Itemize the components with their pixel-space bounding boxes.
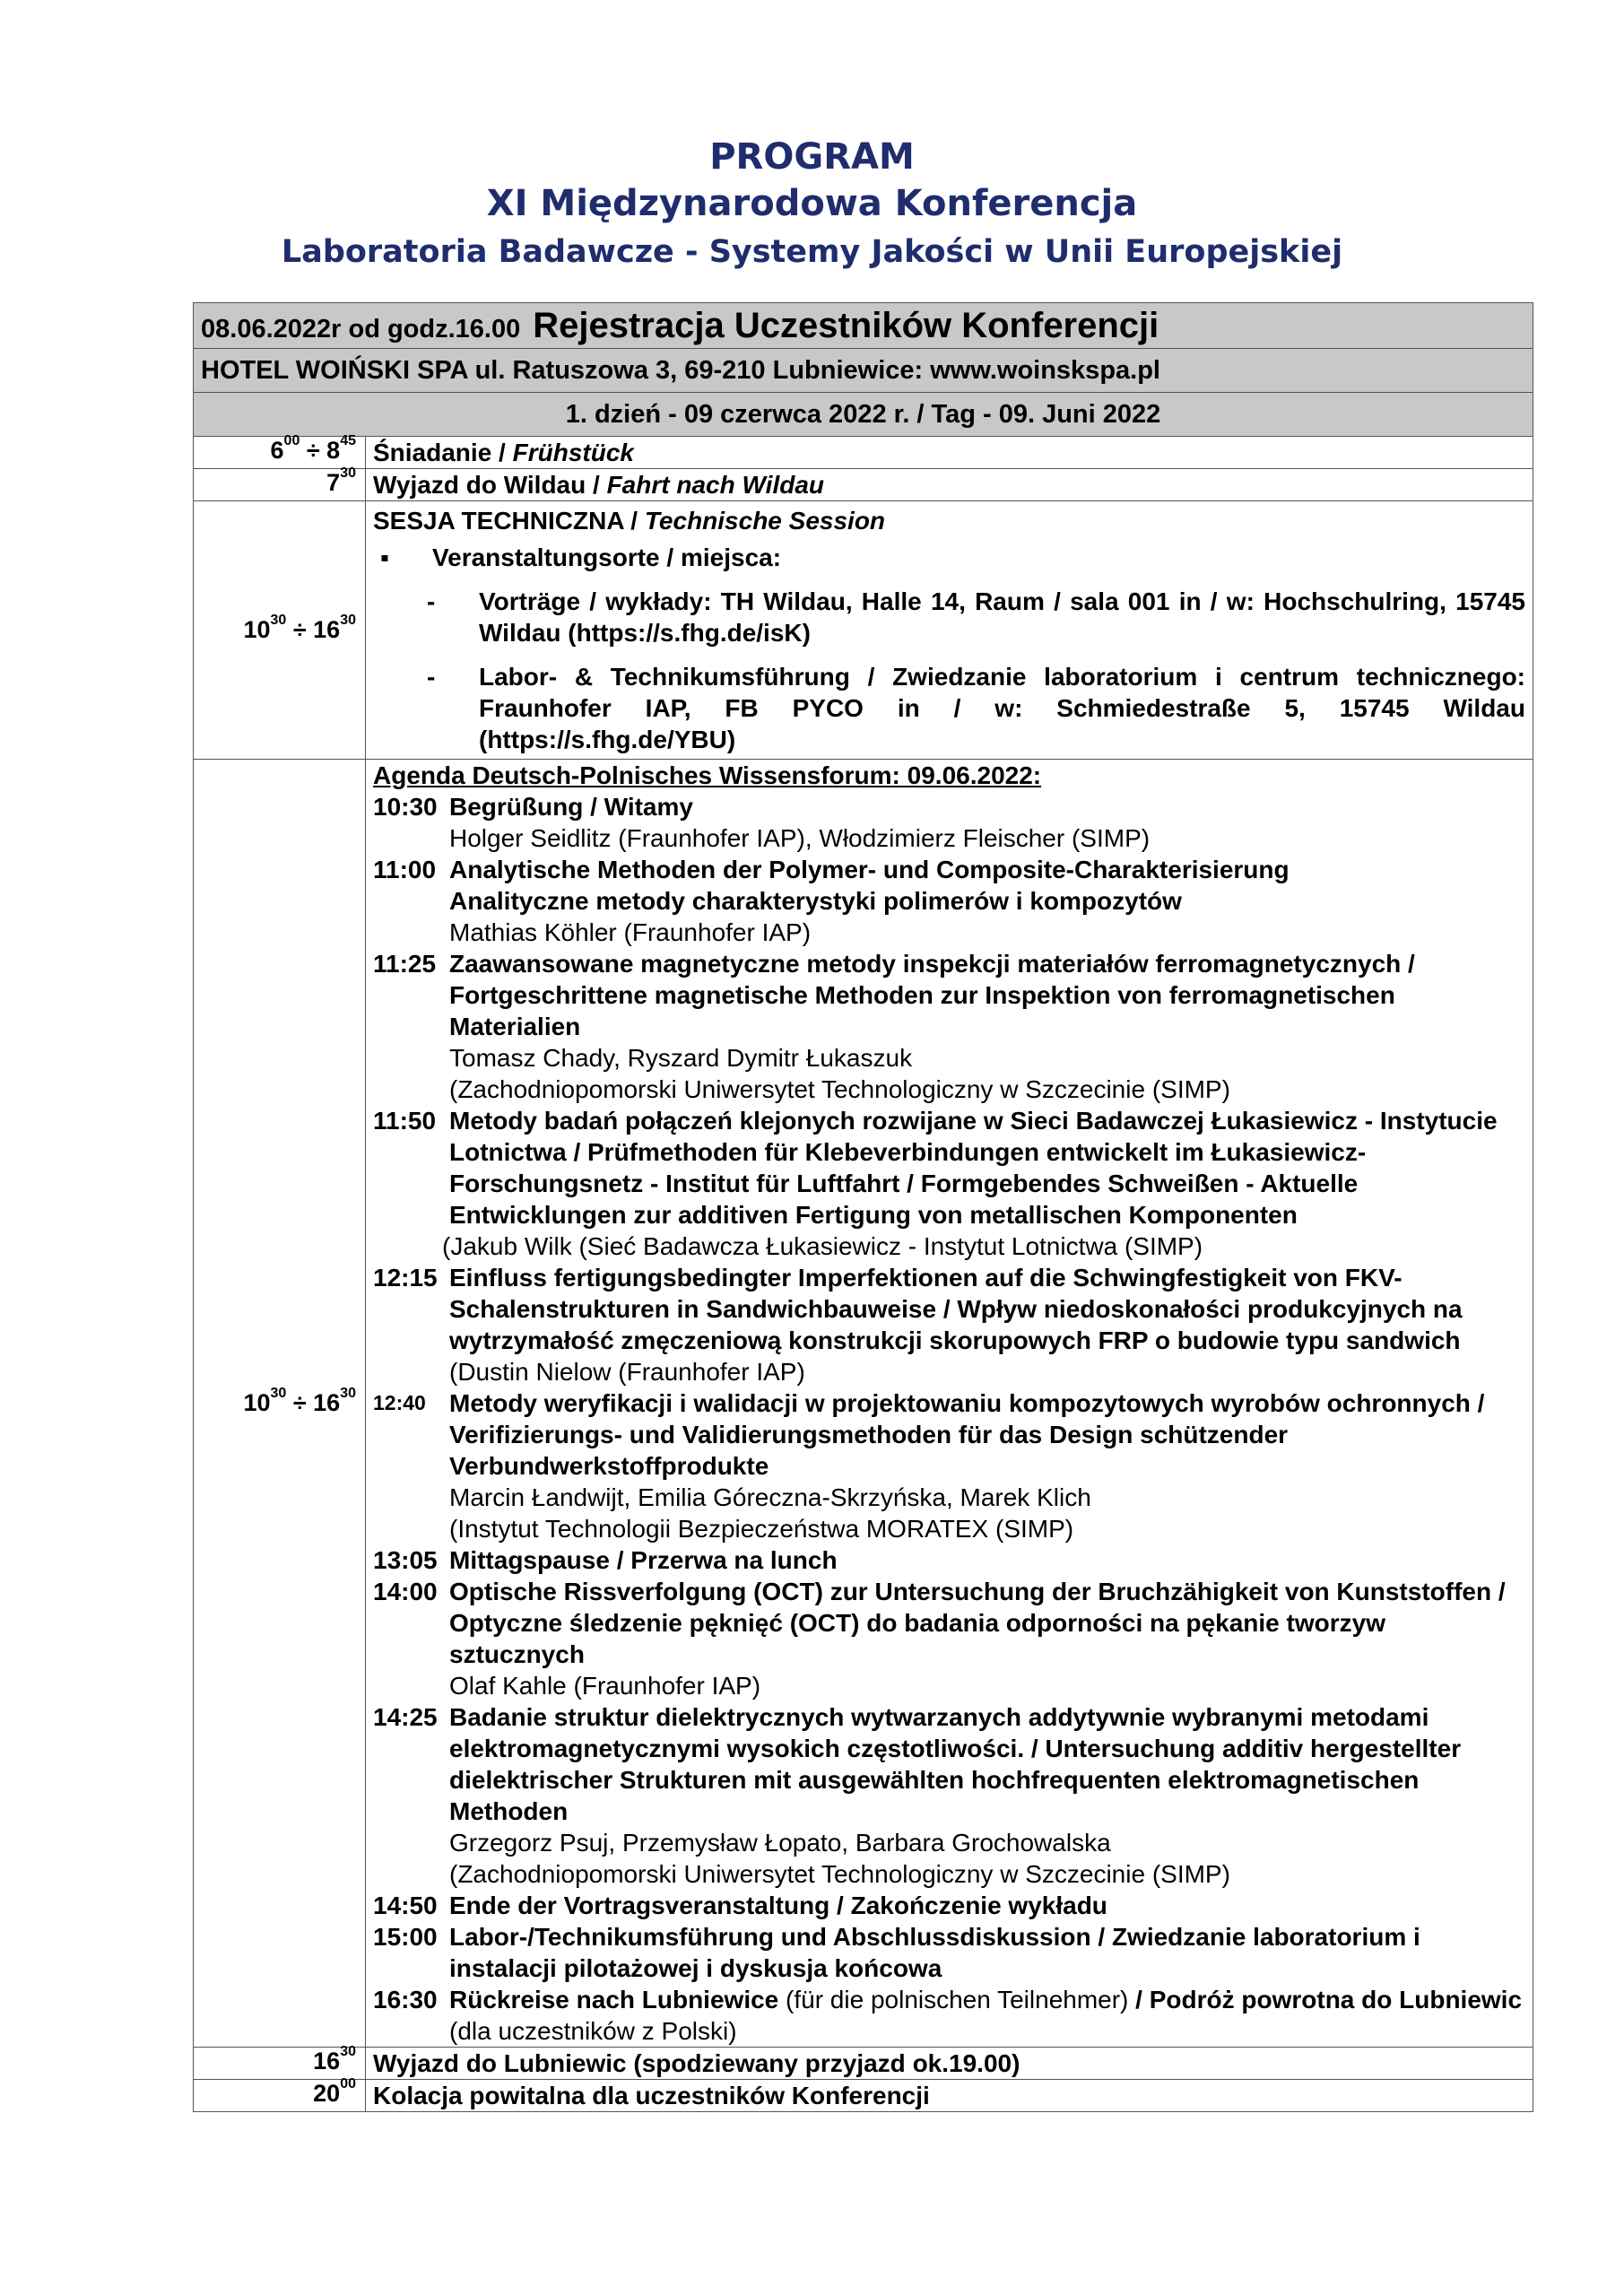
breakfast-desc: Śniadanie / Frühstück	[366, 437, 1533, 469]
return-row	[194, 2048, 1533, 2080]
session-row	[194, 501, 1533, 760]
venue-lab-tour: - Labor- & Technikumsführung / Zwiedzanie laboratorium i centrum technicznego: Fraunhofer IAP, FB PYCO in / w: Schmiedestraße 5, 15745 Wildau	[427, 663, 1525, 722]
day-row	[194, 393, 1533, 437]
program-table	[193, 302, 1533, 2112]
venue-bullet: ▪ Veranstaltungsorte / miejsca:	[380, 544, 782, 571]
registration-title: Rejestracja Uczestników Konferencji	[533, 305, 1159, 345]
agenda-row	[194, 760, 1533, 2048]
hotel-row	[194, 349, 1533, 393]
session-title: SESJA TECHNICZNA / Technische Session	[373, 507, 886, 535]
agenda-item-1150: 11:50 Metody badań połączeń klejonych rozwijane w Sieci Badawczej Łukasiewicz - Instytucie Lotnictwa / Prüfmethoden für Klebeverbindungen entwickelt im Łukasiewicz-Forschungsnetz - Institut für Luftfahrt / Formgebendes Schweißen - Aktuelle Entwicklungen zur additiven Fertigung von metallischen Komponenten (Jakub Wilk (Sieć Badawcza Łukasiewicz - Instytut Lotnictwa (SIMP)	[373, 1107, 1498, 1260]
return-time: $16^{30}$	[194, 2048, 366, 2080]
conference-title: XI Międzynarodowa Konferencja	[486, 183, 1138, 224]
venue-lab-link: (https://s.fhg.de/YBU)	[479, 726, 736, 753]
program-header	[0, 135, 1624, 276]
registration-row	[194, 303, 1533, 349]
agenda-item-1400: 14:00 Optische Rissverfolgung (OCT) zur Untersuchung der Bruchzähigkeit von Kunststoffen / Optyczne śledzenie pęknięć (OCT) do badania odporności na pękanie tworzyw sztucznych Olaf Kahle (Fraunhofer IAP)	[373, 1578, 1506, 1700]
departure-time: $7^{30}$	[194, 469, 366, 501]
agenda-item-1030: 10:30 Begrüßung / Witamy Holger Seidlitz (Fraunhofer IAP), Włodzimierz Fleischer (SIMP)	[373, 793, 1151, 852]
departure-row	[194, 469, 1533, 501]
venue-lectures: - Vorträge / wykłady: TH Wildau, Halle 14, Raum / sala 001 in / w: Hochschulring, 15745 Wildau (https://s.fhg.de/isK)	[427, 587, 1525, 647]
agenda-item-1215: 12:15 Einfluss fertigungsbedingter Imperfektionen auf die Schwingfestigkeit von FKV-Schalenstrukturen in Sandwichbauweise / Wpływ niedoskonałości produkcyjnych na wytrzymałość zmęczeniową konstrukcji skorupowych FRP o budowie typu sandwich (Dustin Nielow (Fraunhofer IAP)	[373, 1264, 1463, 1386]
program-title: PROGRAM	[709, 136, 915, 178]
registration-date: 08.06.2022r od godz.16.00	[201, 314, 521, 344]
agenda-item-1125: 11:25 Zaawansowane magnetyczne metody inspekcji materiałów ferromagnetycznych / Fortgeschrittene magnetische Methoden zur Inspektion von ferromagnetischen Materialien Tomasz Chady, Ryszard Dymitr Łukaszuk (Zachodniopomorski Uniwersytet Technologiczny w Szczecinie (SIMP)	[373, 950, 1415, 1103]
hotel-address: HOTEL WOIŃSKI SPA ul. Ratuszowa 3, 69-210 Lubniewice: www.woinskspa.pl	[194, 349, 1533, 393]
day-heading: 1. dzień - 09 czerwca 2022 r. / Tag - 09. Juni 2022	[194, 393, 1533, 437]
agenda-heading: Agenda Deutsch-Polnisches Wissensforum: 09.06.2022:	[373, 761, 1042, 789]
dinner-time: $20^{00}$	[194, 2080, 366, 2112]
session-time: $10^{30} \div 16^{30}$	[194, 501, 366, 760]
conference-subtitle: Laboratoria Badawcze - Systemy Jakości w Unii Europejskiej	[281, 234, 1343, 270]
agenda-item-1240: 12:40 Metody weryfikacji i walidacji w projektowaniu kompozytowych wyrobów ochronnych / Verifizierungs- und Validierungsmethoden für das Design schützender Verbundwerkstoffprodukte Marcin Łandwijt, Emilia Góreczna-Skrzyńska, Marek Klich (Instytut Technologii Bezpieczeństwa MORATEX (SIMP)	[373, 1389, 1485, 1543]
agenda-item-1630: 16:30 Rückreise nach Lubniewice (für die polnischen Teilnehmer) / Podróż powrotna do Lubniewic (dla uczestników z Polski)	[373, 1986, 1523, 2045]
agenda-item-1100: 11:00 Analytische Methoden der Polymer- und Composite-Charakterisierung Analityczne metody charakterystyki polimerów i kompozytów Mathias Köhler (Fraunhofer IAP)	[373, 856, 1290, 946]
dinner-desc: Kolacja powitalna dla uczestników Konferencji	[366, 2080, 1533, 2112]
dinner-row	[194, 2080, 1533, 2112]
agenda-item-1500: 15:00 Labor-/Technikumsführung und Abschlussdiskussion / Zwiedzanie laboratorium i instalacji pilotażowej i dyskusja końcowa	[373, 1923, 1420, 1982]
agenda-item-1450: 14:50 Ende der Vortragsveranstaltung / Zakończenie wykładu	[373, 1892, 1107, 1919]
agenda-item-1305: 13:05 Mittagspause / Przerwa na lunch	[373, 1546, 838, 1574]
return-desc: Wyjazd do Lubniewic (spodziewany przyjazd ok.19.00)	[366, 2048, 1533, 2080]
session-desc	[366, 501, 1533, 760]
agenda-desc	[366, 760, 1533, 2048]
agenda-item-1425: 14:25 Badanie struktur dielektrycznych wytwarzanych addytywnie wybranymi metodami elektromagnetycznymi wysokich częstotliwości. / Untersuchung additiv hergestellter dielektrischer Strukturen mit ausgewählten hochfrequenten elektromagnetischen Methoden Grzegorz Psuj, Przemysław Łopato, Barbara Grochowalska (Zachodniopomorski Uniwersytet Technologiczny w Szczecinie (SIMP)	[373, 1703, 1462, 1888]
departure-desc: Wyjazd do Wildau / Fahrt nach Wildau	[366, 469, 1533, 501]
agenda-time: $10^{30} \div 16^{30}$	[194, 760, 366, 2048]
breakfast-row	[194, 437, 1533, 469]
breakfast-time: $6^{00} \div 8^{45}$	[194, 437, 366, 469]
